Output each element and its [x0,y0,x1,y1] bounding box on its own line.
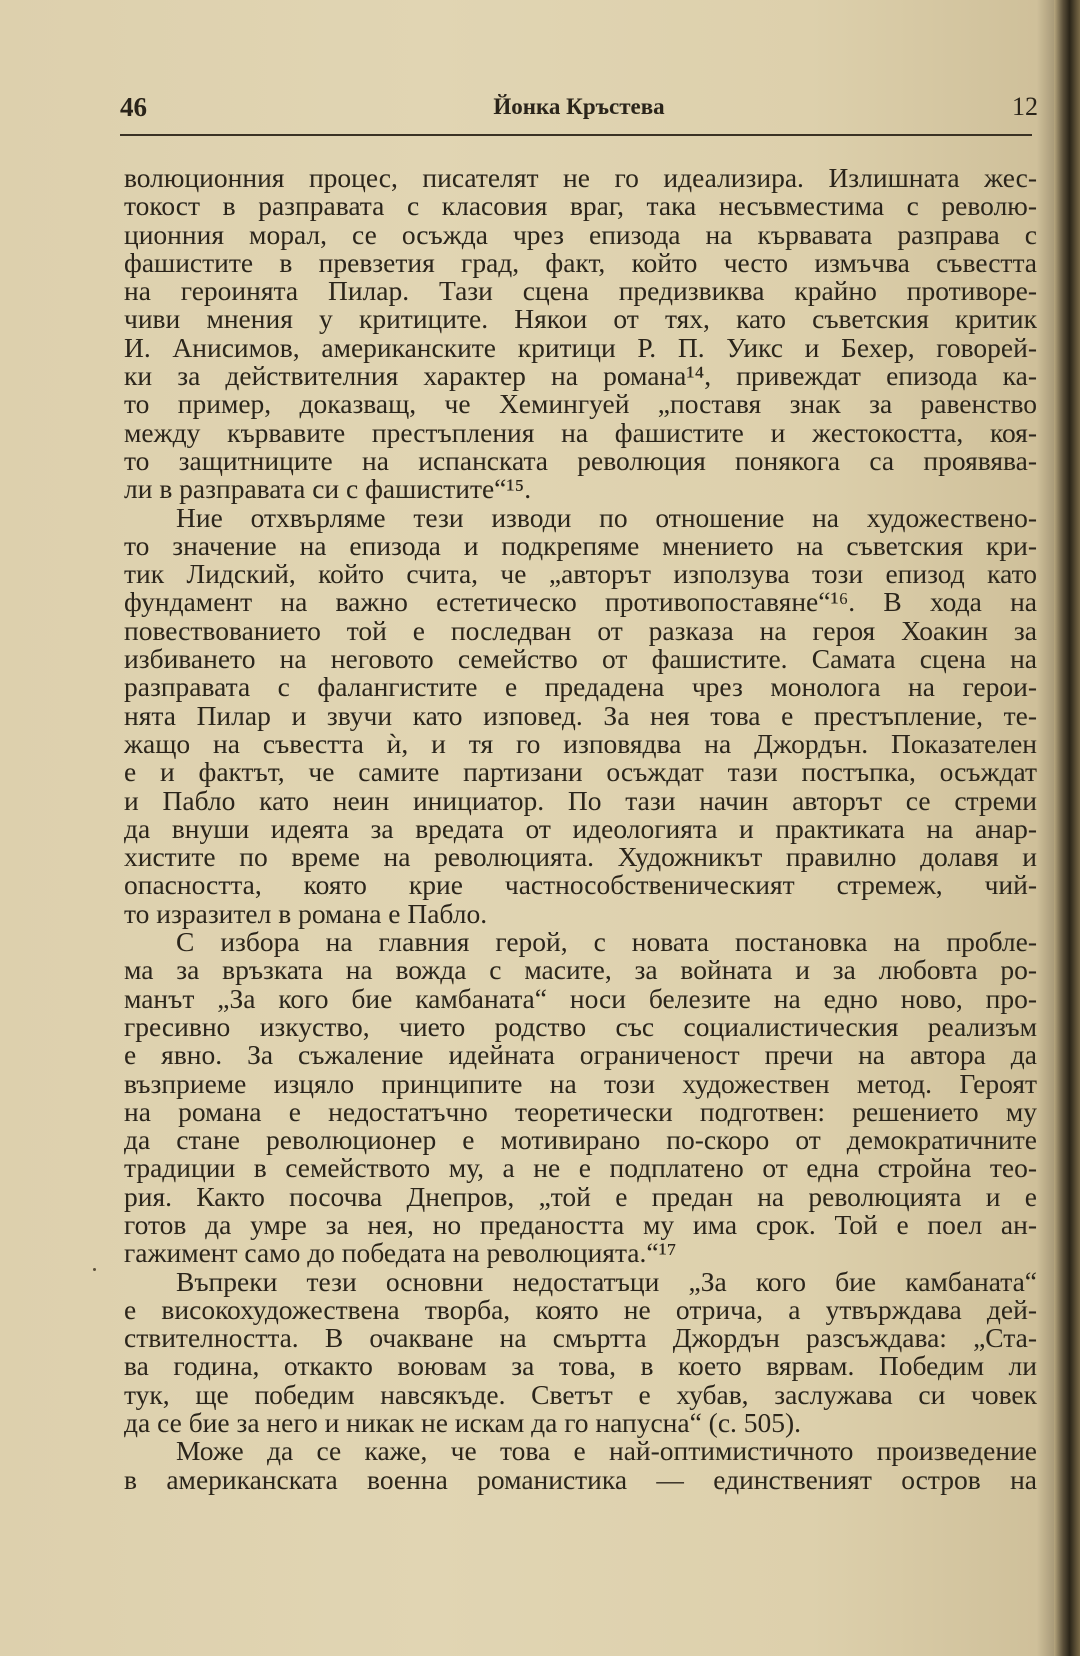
text-line: жащо на съвестта ѝ, и тя го изповядва на Джордън. Показателен [124,727,1037,759]
text-line: е явно. За съжаление идейната ограниченост пречи на автора да [124,1039,1037,1071]
header-right-mark: 12 [1012,92,1038,121]
text-line: готов да умре за нея, но предаността му има срок. Той е поел ан- [124,1208,1037,1240]
text-line: ки за действителния характер на романа¹⁴, привеждат епизода ка- [124,360,1037,392]
text-line: Въпреки тези основни недостатъци „За кого бие камбаната“ [176,1265,1037,1297]
page-number: 46 [120,92,147,122]
running-header [120,92,1038,128]
text-line: ствителността. В очакване на смъртта Джордън разсъждава: „Ста- [124,1322,1037,1354]
text-line: опасността, която крие частнособственическият стремеж, чий- [124,869,1037,901]
text-line: да се бие за него и никак не искам да го напусна“ (с. 505). [124,1407,802,1439]
text-line: между кървавите престъпления на фашистите и жестокостта, коя- [124,416,1037,448]
text-line: волюционния процес, писателят не го идеализира. Излишната жес- [124,162,1037,193]
text-line: Може да се каже, че това е най-оптимистичното произведение [176,1435,1037,1467]
text-line: избиването на неговото семейство от фашистите. Самата сцена на [124,643,1037,675]
text-line: нята Пилар и звучи като изповед. За нея това е престъпление, те- [124,699,1037,731]
text-line: разправата с фалангистите е предадена чрез монолога на герои- [124,671,1037,703]
running-title: Йонка Кръстева [493,94,665,119]
body-text [124,164,1037,1494]
text-line: чиви мнения у критиците. Някои от тях, като съветския критик [124,303,1037,335]
text-line: тик Лидский, който счита, че „авторът използува този епизод като [124,558,1037,590]
header-rule [120,134,1032,136]
text-line: ва година, откакто воювам за това, в което вярвам. Победим ли [124,1350,1037,1382]
text-line: то значение на епизода и подкрепяме мнението на съветския кри- [124,529,1037,561]
text-line: да внуши идеята за вредата от идеологията и практиката на анар- [124,812,1037,844]
text-line: гресивно изкуство, чието родство със социалистическия реализъм [124,1010,1037,1042]
text-line: токост в разправата с класовия враг, така несъвместима с револю- [124,190,1037,222]
text-line: то пример, доказващ, че Хемингуей „поставя знак за равенство [124,388,1037,420]
text-line: ционния морал, се осъжда чрез епизода на кървавата разправа с [124,218,1037,250]
text-line: и Пабло като неин инициатор. По тази начин авторът се стреми [124,784,1037,816]
text-line: е високохудожествена творба, която не отрича, а утвърждава дей- [124,1293,1037,1325]
text-line: на героинята Пилар. Тази сцена предизвиква крайно противоре- [124,275,1037,307]
text-line: хистите по време на революцията. Художникът правилно долавя и [124,841,1037,873]
text-line: да стане революционер е мотивирано по-скоро от демократичните [124,1124,1037,1156]
paragraph [124,164,1037,504]
text-line: рия. Както посочва Днепров, „той е предан на революцията и е [124,1180,1037,1212]
text-line: Ние отхвърляме тези изводи по отношение на художествено- [176,501,1037,533]
text-line: И. Анисимов, американските критици Р. П. Уикс и Бехер, говорей- [124,331,1037,363]
paragraph [124,1437,1037,1494]
paragraph [124,928,1037,1268]
paragraph [124,501,1037,929]
text-line: то защитниците на испанската революция понякога са проявява- [124,444,1037,476]
text-line: възприеме изцяло принципите на този художествен метод. Героят [124,1067,1037,1099]
text-line: ли в разправата си с фашистите“¹⁵. [124,473,532,505]
margin-dot [93,1268,96,1271]
text-line: на романа е недостатъчно теоретически подготвен: решението му [124,1095,1037,1127]
text-line: фундамент на важно естетическо противопоставяне“¹⁶. В хода на [124,586,1037,618]
binding-edge [1054,0,1080,1656]
text-line: е и фактът, че самите партизани осъждат тази постъпка, осъждат [124,756,1037,788]
text-line: в американската военна романистика — единственият остров на [124,1463,1037,1495]
text-line: фашистите в превзетия град, факт, който често измъчва съвестта [124,246,1037,278]
text-line: манът „За кого бие камбаната“ носи белезите на едно ново, про- [124,982,1037,1014]
text-line: тук, ще победим навсякъде. Светът е хубав, заслужава си човек [124,1378,1037,1410]
text-line: гажимент само до победата на революцията.“¹⁷ [124,1237,677,1269]
text-line: то изразител в романа е Пабло. [124,897,488,929]
text-line: С избора на главния герой, с новата постановка на пробле- [176,926,1037,958]
text-line: повествованието той е последван от разказа на героя Хоакин за [124,614,1037,646]
text-line: ма за връзката на вожда с масите, за войната и за любовта ро- [124,954,1037,986]
paragraph [124,1265,1037,1439]
text-line: традиции в семейството му, а не е подплатено от една стройна тео- [124,1152,1037,1184]
